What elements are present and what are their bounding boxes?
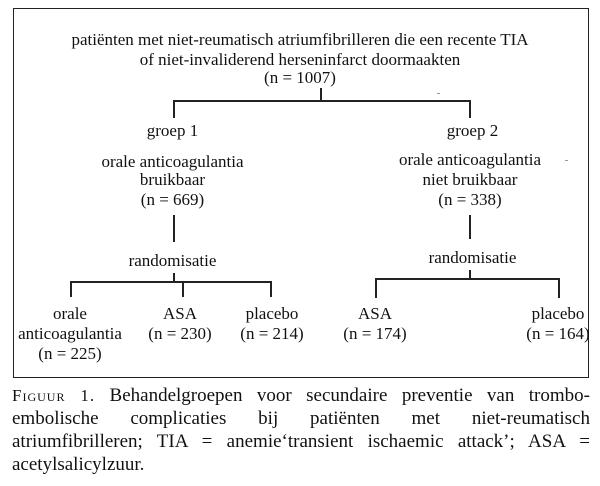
scan-speck xyxy=(437,93,440,94)
group1-arm1-n: (n = 225) xyxy=(38,344,102,363)
connector-group1-arm3-drop xyxy=(270,281,272,297)
group1-line-2: bruikbaar xyxy=(139,170,206,189)
caption-text: Behandelgroepen voor secundaire preventie van trombo-embolische complicaties bij patiënten met niet-reumatisch atriumfibrilleren; TIA = anemie‘transient ischaemic attack’; ASA = acetylsalicylzuur. xyxy=(12,385,590,475)
connector-group1-arm1-drop xyxy=(70,281,72,297)
group1-arm3-label: placebo xyxy=(245,304,299,323)
group2-arm2-label: placebo xyxy=(531,304,585,323)
group2-randomisation: randomisatie xyxy=(428,248,517,267)
connector-group2-to-randomisation xyxy=(469,215,471,239)
connector-group1-arms-horizontal xyxy=(70,281,271,283)
connector-group2-arm2-drop xyxy=(558,278,560,298)
connector-group1-to-randomisation xyxy=(173,215,175,242)
scan-speck xyxy=(565,160,568,161)
figure-caption xyxy=(12,384,590,476)
group1-arm2-label: ASA xyxy=(162,304,197,323)
group1-arm3-n: (n = 214) xyxy=(240,324,304,343)
group2-n: (n = 338) xyxy=(438,190,502,209)
group2-arm1-label: ASA xyxy=(357,304,392,323)
connector-group2-arms-horizontal xyxy=(375,278,559,280)
group1-arm1-line-2: anticoagulantia xyxy=(18,324,122,343)
connector-group2-arm1-drop xyxy=(375,278,377,298)
group2-line-1: orale anticoagulantia xyxy=(398,150,542,169)
connector-root-horizontal xyxy=(173,100,470,102)
connector-group1-drop xyxy=(173,100,175,118)
group2-line-2: niet bruikbaar xyxy=(422,170,518,189)
connector-group2-drop xyxy=(469,100,471,118)
group1-arm1-line-1: orale xyxy=(53,304,87,323)
caption-label: Figuur 1. xyxy=(12,386,96,405)
root-line-1: patiënten met niet-reumatisch atriumfibrilleren die een recente TIA xyxy=(71,30,529,49)
group2-label: groep 2 xyxy=(446,121,499,140)
group1-arm2-n: (n = 230) xyxy=(148,324,212,343)
root-n: (n = 1007) xyxy=(264,68,336,87)
group2-arm2-n: (n = 164) xyxy=(526,324,590,343)
group1-label: groep 1 xyxy=(146,121,199,140)
connector-group1-arm2-drop xyxy=(182,281,184,297)
group1-randomisation: randomisatie xyxy=(128,251,217,270)
root-line-2: of niet-invaliderend herseninfarct doormaakten xyxy=(139,50,461,69)
group1-n: (n = 669) xyxy=(140,190,205,209)
group2-arm1-n: (n = 174) xyxy=(343,324,407,343)
group1-line-1: orale anticoagulantia xyxy=(101,152,244,171)
